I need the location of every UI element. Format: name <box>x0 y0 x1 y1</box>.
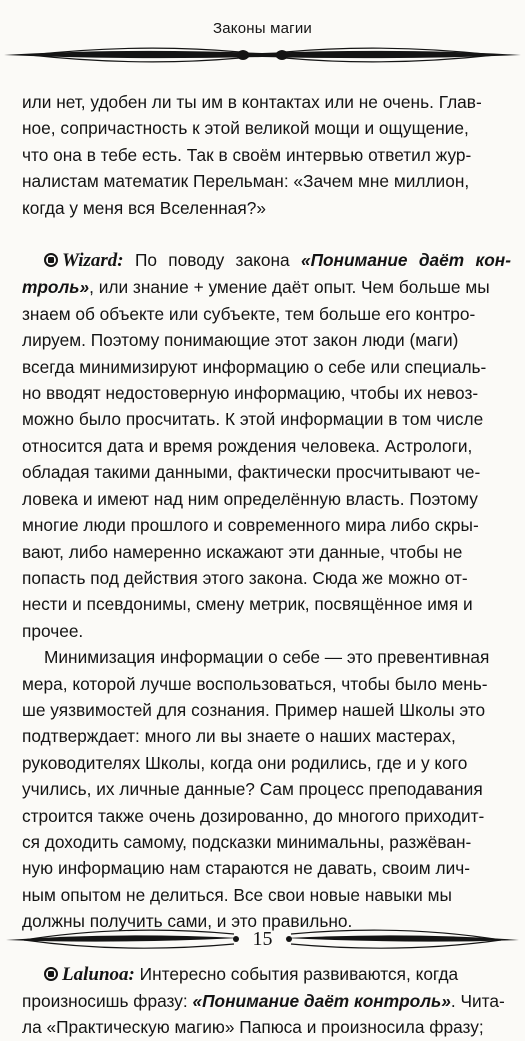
text-line: можно было просчитать. К этой информации в том числе <box>22 409 484 430</box>
paragraph-3 <box>22 644 511 934</box>
text-line: Интересно события развиваются, когда <box>139 963 459 984</box>
page-body <box>22 89 511 1041</box>
text-line: когда у меня вся Вселенная?» <box>22 197 266 218</box>
page-number: 15 <box>252 928 273 950</box>
speaker-name: Wizard: <box>62 250 124 272</box>
header-ornament <box>0 40 525 70</box>
text-line: ную информацию нам стараются не давать, своим лич- <box>22 858 470 879</box>
text-line: учились, их личные данные? Сам процесс преподавания <box>22 779 483 800</box>
text-line: попасть под действия этого закона. Сюда же можно от- <box>22 567 468 588</box>
text-line: налистам математик Перельман: «Зачем мне миллион, <box>22 171 470 192</box>
text-line: . Чита- <box>450 991 505 1011</box>
text-line: должны получить сами, и это правильно. <box>22 911 353 932</box>
text-line: многие люди прошлого и современного мира либо скры- <box>22 515 479 536</box>
law-name: «Понимание даёт кон- троль» <box>22 250 511 298</box>
text-line: ловека и имеют над ним определённую власть. Поэтому <box>22 488 478 509</box>
text-line: произносишь фразу: <box>22 991 188 1011</box>
text-line: Минимизация информации о себе — это превентивная <box>44 647 490 668</box>
text-line: строится также очень дозированно, до многого приходит- <box>22 805 485 826</box>
bullet-icon <box>44 253 58 267</box>
text-line: ся доходить самому, подсказки минимальны, разжёван- <box>22 831 472 852</box>
text-line: По поводу закона <box>134 250 290 271</box>
paragraph-1 <box>22 89 511 221</box>
text-line: , или знание + умение даёт опыт. Чем больше мы <box>89 277 490 298</box>
paragraph-wizard <box>22 247 511 644</box>
text-line: вают, либо намеренно искажают эти данные, чтобы не <box>22 541 463 562</box>
paragraph-lalunoa <box>22 961 511 1041</box>
running-title: Законы магии <box>213 20 312 37</box>
law-name: «Понимание даёт контроль» <box>192 991 451 1011</box>
page-header <box>0 0 525 72</box>
page-footer <box>0 910 525 970</box>
text-line: ше уязвимостей для сознания. Пример нашей Школы это <box>22 699 486 720</box>
text-line: но вводят недостоверную информацию, чтобы их невоз- <box>22 383 479 404</box>
text-line: или нет, удобен ли ты им в контактах или не очень. Глав- <box>22 92 482 112</box>
text-line: лируем. Поэтому понимающие этот закон люди (маги) <box>22 330 459 351</box>
text-line: относится дата и время рождения человека. Астрологи, <box>22 435 473 456</box>
text-line: подтверждает: много ли вы знаете о наших мастерах, <box>22 726 456 747</box>
text-line: мера, которой лучше воспользоваться, чтобы было мень- <box>22 673 488 694</box>
text-line: ным опытом не делиться. Все свои новые навыки мы <box>22 884 452 905</box>
text-line: ла «Практическую магию» Папюса и произносила фразу; <box>22 1017 484 1038</box>
text-line: прочее. <box>22 620 84 641</box>
text-line: всегда минимизируют информацию о себе или специаль- <box>22 356 487 377</box>
text-line: обладая такими данными, фактически просчитывают че- <box>22 462 481 483</box>
footer-ornament-right <box>281 918 521 958</box>
text-line: руководителях Школы, когда они родились, где и у кого <box>22 752 468 773</box>
text-line: ное, сопричастность к этой великой мощи и ощущение, <box>22 118 469 139</box>
text-line: нести и псевдонимы, смену метрик, посвящённое имя и <box>22 594 473 615</box>
text-line: что она в тебе есть. Так в своём интервью ответил жур- <box>22 144 472 165</box>
speaker-name: Lalunoa: <box>62 963 135 985</box>
text-line: знаем об объекте или субъекте, тем больше его контро- <box>22 303 476 324</box>
